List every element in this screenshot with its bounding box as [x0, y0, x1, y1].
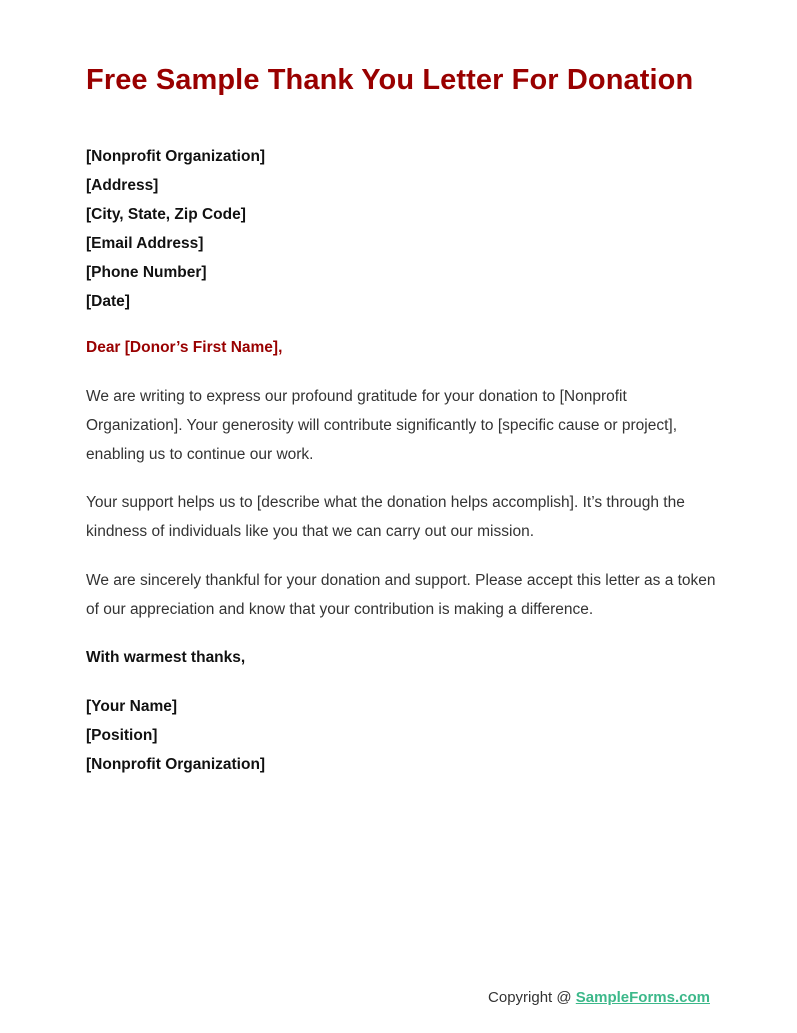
greeting: Dear [Donor’s First Name], — [86, 339, 283, 356]
footer-copyright — [488, 989, 710, 1006]
signature-block — [86, 692, 265, 779]
sender-address-block — [86, 142, 265, 316]
copyright-text: Copyright @ — [488, 989, 576, 1006]
page-title: Free Sample Thank You Letter For Donation — [86, 64, 694, 96]
closing: With warmest thanks, — [86, 649, 246, 666]
sender-address: [Address] — [86, 177, 159, 194]
body-paragraph-3: We are sincerely thankful for your donation and support. Please accept this letter as a token of our appreciation and know that your contribution is making a difference. — [86, 572, 716, 618]
brand-link[interactable]: SampleForms.com — [575, 989, 710, 1006]
sender-city-state-zip: [City, State, Zip Code] — [86, 206, 246, 223]
signature-position: [Position] — [86, 727, 158, 744]
signature-organization: [Nonprofit Organization] — [86, 756, 266, 773]
sender-phone: [Phone Number] — [86, 264, 207, 281]
letter-date: [Date] — [86, 293, 130, 310]
body-paragraph-2: Your support helps us to [describe what the donation helps accomplish]. It’s through the kindness of individuals like you that we can carry out our mission. — [86, 494, 685, 540]
signature-name: [Your Name] — [86, 698, 178, 715]
body-paragraph-1: We are writing to express our profound gratitude for your donation to [Nonprofit Organization]. Your generosity will contribute significantly to [specific cause or project], enabling us to continue our work. — [86, 388, 678, 463]
sender-email: [Email Address] — [86, 235, 204, 252]
sender-organization: [Nonprofit Organization] — [86, 148, 266, 165]
